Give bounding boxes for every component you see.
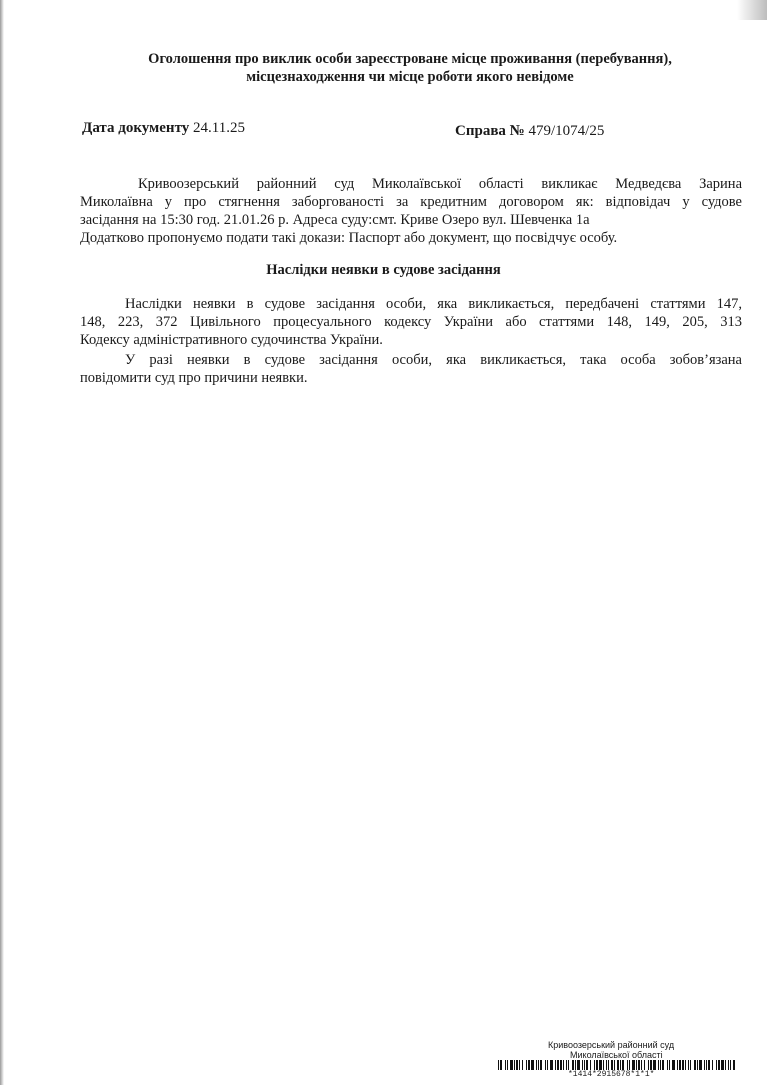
barcode-bar (510, 1060, 513, 1070)
barcode-bar (572, 1060, 574, 1070)
text-line: Наслідки неявки в судове засідання особи, яка викликається, передбачені статтями 147, (125, 296, 742, 312)
barcode-bar (704, 1060, 705, 1070)
barcode-bar (733, 1060, 735, 1070)
barcode-bar (507, 1060, 508, 1070)
barcode-bar (648, 1060, 649, 1070)
barcode-bar (658, 1060, 659, 1070)
barcode-bar (590, 1060, 591, 1070)
barcode-bar (586, 1060, 588, 1070)
barcode-bar (685, 1060, 686, 1070)
text-line: Додатково пропонуємо подати такі докази: Паспорт або документ, що посвідчує особу. (80, 230, 618, 246)
barcode-bar (708, 1060, 710, 1070)
barcode-bar (660, 1060, 661, 1070)
barcode-bar (594, 1060, 595, 1070)
barcode-bar (688, 1060, 689, 1070)
barcode-bar (584, 1060, 585, 1070)
barcode-bar (716, 1060, 717, 1070)
barcode-text: *1414*2915678*1*1* (568, 1070, 655, 1079)
barcode-bar (650, 1060, 652, 1070)
title-line-1: Оголошення про виклик особи зареєстроване місце проживання (перебування), (148, 51, 672, 67)
barcode-bar (599, 1060, 602, 1070)
barcode-bar (682, 1060, 684, 1070)
text-line: У разі неявки в судове засідання особи, яка викликається, така особа зобов’язана (125, 352, 742, 368)
barcode-bar (653, 1060, 656, 1070)
date-label: Дата документу (82, 120, 190, 136)
document-date (82, 120, 245, 137)
barcode-bar (627, 1060, 628, 1070)
barcode-bar (667, 1060, 668, 1070)
barcode-bar (522, 1060, 523, 1070)
section-heading: Наслідки неявки в судове засідання (266, 262, 501, 278)
barcode-bar (721, 1060, 724, 1070)
barcode-bar (694, 1060, 696, 1070)
barcode-bar (718, 1060, 720, 1070)
barcode-bar (632, 1060, 635, 1070)
barcode-bar (641, 1060, 642, 1070)
barcode-bar (526, 1060, 527, 1070)
barcode-bar (550, 1060, 553, 1070)
barcode-bar (498, 1060, 499, 1070)
barcode-bar (672, 1060, 675, 1070)
court-region: Миколаївської області (570, 1050, 663, 1060)
barcode-bar (622, 1060, 624, 1070)
barcode-bar (519, 1060, 520, 1070)
barcode-bar (505, 1060, 506, 1070)
barcode-bar (540, 1060, 542, 1070)
text-line: Миколаївна у про стягнення заборгованості за кредитним договором як: відповідач у судове (80, 194, 742, 210)
barcode-bar (575, 1060, 576, 1070)
barcode-bar (603, 1060, 604, 1070)
barcode-bar (730, 1060, 731, 1070)
barcode-bar (606, 1060, 607, 1070)
barcode-bar (596, 1060, 598, 1070)
barcode-bar (728, 1060, 729, 1070)
date-value: 24.11.25 (193, 120, 245, 136)
scan-corner-shadow (737, 0, 767, 20)
page-title (100, 50, 720, 86)
notification-paragraph (80, 351, 742, 387)
barcode-bar (528, 1060, 530, 1070)
barcode-bar (679, 1060, 681, 1070)
barcode-bar (563, 1060, 564, 1070)
consequences-paragraph (80, 295, 742, 349)
barcode-bar (557, 1060, 559, 1070)
barcode-bar (568, 1060, 569, 1070)
barcode-bar (699, 1060, 702, 1070)
text-line: 148, 223, 372 Цивільного процесуального кодексу України або статтями 148, 149, 205, 313 (80, 314, 742, 330)
barcode-bar (669, 1060, 670, 1070)
case-value: 479/1074/25 (528, 123, 605, 139)
barcode-icon (498, 1060, 738, 1070)
barcode-bar (644, 1060, 645, 1070)
barcode-bar (531, 1060, 534, 1070)
barcode-bar (638, 1060, 640, 1070)
barcode-bar (620, 1060, 621, 1070)
text-line: Кодексу адміністративного судочинства України. (80, 332, 383, 348)
barcode-bar (547, 1060, 548, 1070)
barcode-bar (662, 1060, 664, 1070)
barcode-bar (566, 1060, 567, 1070)
barcode-bar (514, 1060, 515, 1070)
case-number (455, 123, 604, 140)
text-line: засідання на 15:30 год. 21.01.26 р. Адреса суду:смт. Криве Озеро вул. Шевченка 1а (80, 212, 590, 228)
barcode-bar (516, 1060, 518, 1070)
barcode-bar (614, 1060, 615, 1070)
title-line-2: місцезнаходження чи місце роботи якого невідоме (246, 69, 574, 85)
text-line: повідомити суд про причини неявки. (80, 370, 308, 386)
barcode-bar (629, 1060, 630, 1070)
barcode-bar (617, 1060, 619, 1070)
barcode-bar (725, 1060, 726, 1070)
barcode-bar (690, 1060, 691, 1070)
barcode-bar (545, 1060, 546, 1070)
barcode-bar (538, 1060, 539, 1070)
barcode-bar (677, 1060, 678, 1070)
scan-edge-shadow (0, 0, 4, 1085)
court-name: Кривоозерський районний суд (548, 1040, 675, 1050)
barcode-bar (706, 1060, 707, 1070)
barcode-bar (712, 1060, 713, 1070)
barcode-bar (500, 1060, 502, 1070)
barcode-bar (697, 1060, 698, 1070)
barcode-bar (536, 1060, 537, 1070)
case-label: Справа № (455, 123, 525, 139)
barcode-bar (560, 1060, 562, 1070)
barcode-bar (611, 1060, 613, 1070)
text-line: Кривоозерський районний суд Миколаївської області викликає Медведєва Зарина (138, 176, 742, 192)
summons-paragraph (80, 175, 742, 247)
barcode-bar (582, 1060, 583, 1070)
barcode-bar (577, 1060, 580, 1070)
barcode-bar (555, 1060, 556, 1070)
barcode-bar (608, 1060, 609, 1070)
barcode-bar (636, 1060, 637, 1070)
